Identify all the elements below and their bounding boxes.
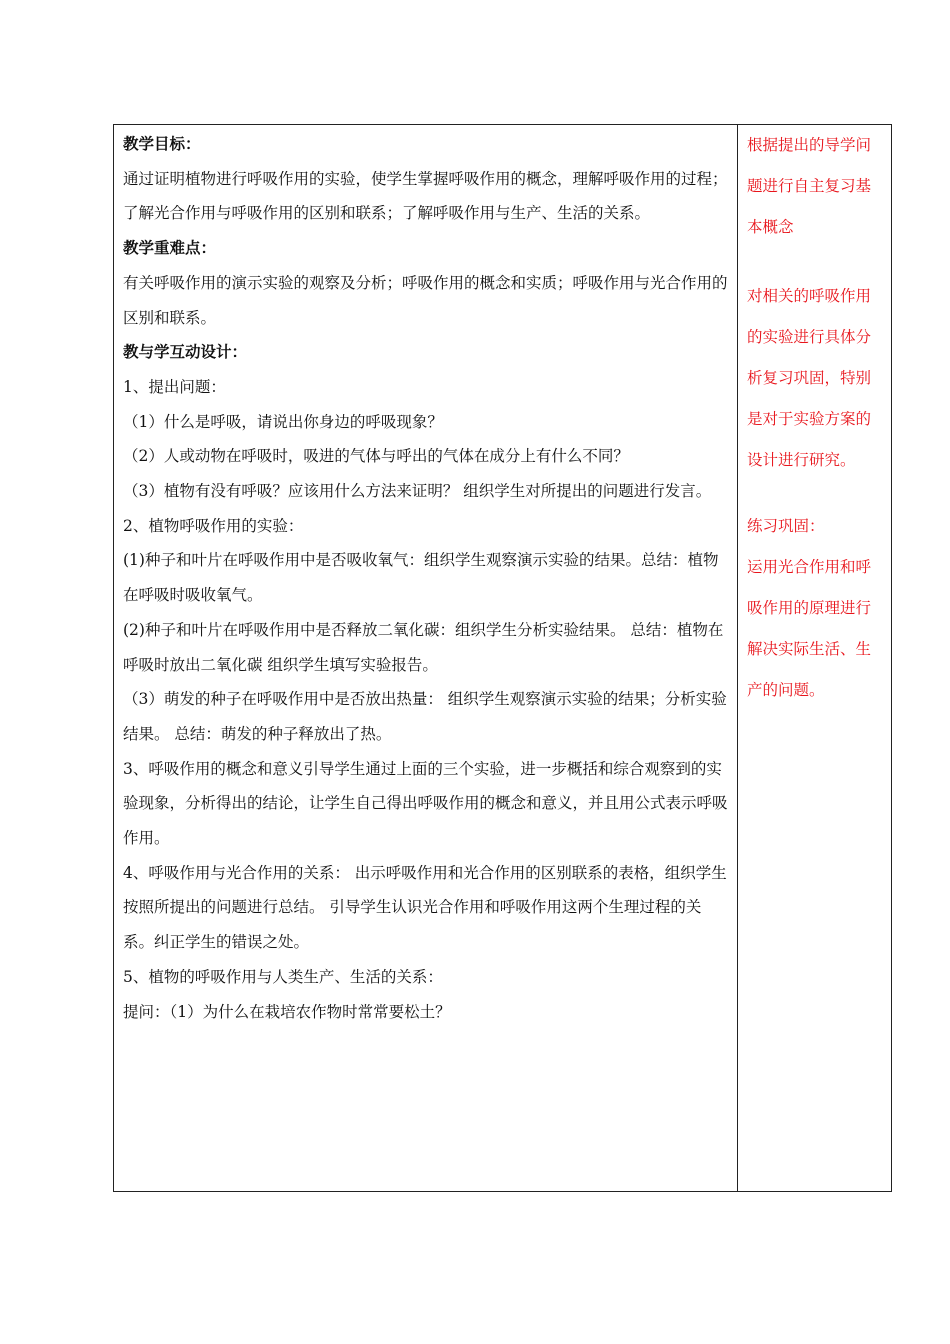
section-2-item-2: (2)种子和叶片在呼吸作用中是否释放二氧化碳：组织学生分析实验结果。 总结：植物在呼吸时放出二氧化碳 组织学生填写实验报告。 xyxy=(123,620,724,674)
key-points-text: 有关呼吸作用的演示实验的观察及分析；呼吸作用的概念和实质；呼吸作用与光合作用的区别和联系。 xyxy=(123,273,728,327)
side-note-3-text: 运用光合作用和呼吸作用的原理进行解决实际生活、生产的问题。 xyxy=(747,558,872,699)
goal-text: 通过证明植物进行呼吸作用的实验，使学生掌握呼吸作用的概念，理解呼吸作用的过程；了解光合作用与呼吸作用的区别和联系；了解呼吸作用与生产、生活的关系。 xyxy=(123,169,728,223)
section-3: 3、呼吸作用的概念和意义引导学生通过上面的三个实验，进一步概括和综合观察到的实验现象，分析得出的结论，让学生自己得出呼吸作用的概念和意义，并且用公式表示呼吸作用。 xyxy=(123,759,728,848)
section-5-title: 5、植物的呼吸作用与人类生产、生活的关系： xyxy=(123,967,443,986)
side-notes-cell xyxy=(738,125,892,1192)
side-note-3-title: 练习巩固： xyxy=(747,517,825,535)
design-heading: 教与学互动设计： xyxy=(123,342,248,362)
section-4: 4、呼吸作用与光合作用的关系： 出示呼吸作用和光合作用的区别联系的表格，组织学生按照所提出的问题进行总结。 引导学生认识光合作用和呼吸作用这两个生理过程的关系。纠正学生的错误之处。 xyxy=(123,863,727,952)
section-2-item-1: (1)种子和叶片在呼吸作用中是否吸收氧气：组织学生观察演示实验的结果。总结：植物在呼吸时吸收氧气。 xyxy=(123,551,719,605)
section-1-title: 1、提出问题： xyxy=(123,377,226,396)
side-note-2: 对相关的呼吸作用的实验进行具体分析复习巩固，特别是对于实验方案的设计进行研究。 xyxy=(747,287,872,469)
main-content-cell xyxy=(114,125,738,1192)
goal-heading: 教学目标： xyxy=(123,134,201,153)
section-2-item-3: （3）萌发的种子在呼吸作用中是否放出热量： 组织学生观察演示实验的结果；分析实验结果。 总结：萌发的种子释放出了热。 xyxy=(123,690,727,743)
main-content xyxy=(114,125,737,1029)
side-note-1: 根据提出的导学问题进行自主复习基本概念 xyxy=(747,136,872,236)
section-5-question-1: 提问：（1）为什么在栽培农作物时常常要松土？ xyxy=(123,1002,451,1021)
section-1-question-1: （1）什么是呼吸，请说出你身边的呼吸现象？ xyxy=(123,412,443,431)
key-points-heading: 教学重难点： xyxy=(123,238,217,258)
lesson-plan-table xyxy=(113,124,892,1192)
section-2-title: 2、植物呼吸作用的实验： xyxy=(123,516,304,535)
section-1-question-3: （3）植物有没有呼吸？应该用什么方法来证明？ 组织学生对所提出的问题进行发言。 xyxy=(123,482,712,501)
section-1-question-2: （2）人或动物在呼吸时，吸进的气体与呼出的气体在成分上有什么不同？ xyxy=(123,447,629,466)
side-notes xyxy=(738,125,891,711)
